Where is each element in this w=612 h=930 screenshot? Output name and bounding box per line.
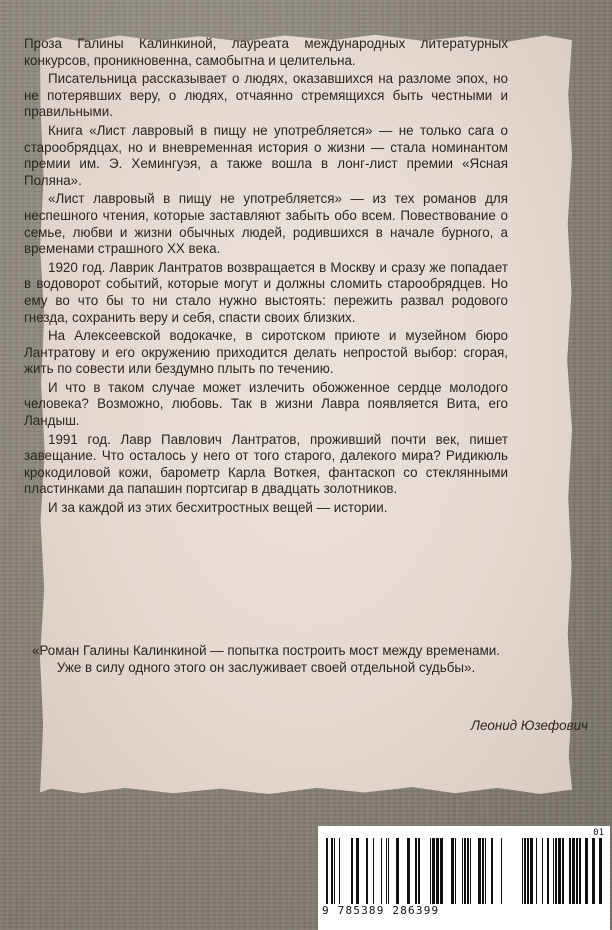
paragraph: 1991 год. Лавр Павлович Лантратов, проживший почти век, пишет завещание. Что осталось у него от того старого, далекого мира? Ридикюль крокодиловой кожи, барометр Карла Воткея, фантаскоп со стеклянными пластинками да папашин портсигар в двадцать золотников.: [24, 431, 508, 497]
paragraph: И что в таком случае может излечить обожженное сердце молодого человека? Возможно, любовь. Так в жизни Лавра появляется Вита, его Ландыш.: [24, 379, 508, 429]
paragraph: Проза Галины Калинкиной, лауреата международных литературных конкурсов, проникновенна, самобытна и целительна.: [24, 36, 508, 68]
isbn-barcode: [318, 826, 610, 930]
blurb-quote: «Роман Галины Калинкиной — попытка построить мост между временами. Уже в силу одного этого он заслуживает своей отдельной судьбы».: [32, 643, 500, 675]
paragraph: Писательница рассказывает о людях, оказавшихся на разломе эпох, но не потерявших веру, о людях, отчаянно стремящихся быть честными и правильными.: [24, 71, 508, 120]
paragraph: И за каждой из этих бесхитростных вещей — истории.: [48, 500, 388, 516]
barcode-code: 01: [593, 828, 604, 838]
annotation-text: [24, 36, 508, 517]
paragraph: На Алексеевской водокачке, в сиротском приюте и музейном бюро Лантратову и его окружению приходится делать непростой выбор: сгорая, жить по совести или бездумно плыть по течению.: [24, 328, 508, 377]
paragraph: 1920 год. Лаврик Лантратов возвращается в Москву и сразу же попадает в водоворот событий, которые могут и должны сломить старообрядцев. Но ему во что бы то ни стало нужно выстоять: пережить развал родового гнезда, сохранить веру и себя, спасти своих близких.: [24, 259, 508, 325]
barcode-digits: 9 785389 286399: [322, 904, 440, 917]
quote-author: Леонид Юзефович: [470, 718, 588, 733]
paragraph: «Лист лавровый в пищу не употребляется» — из тех романов для неспешного чтения, которые заставляют забыть обо всем. Повествование о семье, любви и жизни обычных людей, родившихся в начале бурного, а временами страшного XX века.: [24, 191, 508, 257]
paragraph: Книга «Лист лавровый в пищу не употребляется» — не только сага о старообрядцах, но и вневременная история о жизни — стала номинантом премии им. Э. Хемингуэя, а также вошла в лонг-лист премии «Ясная Поляна».: [24, 122, 508, 188]
barcode-bars-icon: [326, 838, 602, 904]
